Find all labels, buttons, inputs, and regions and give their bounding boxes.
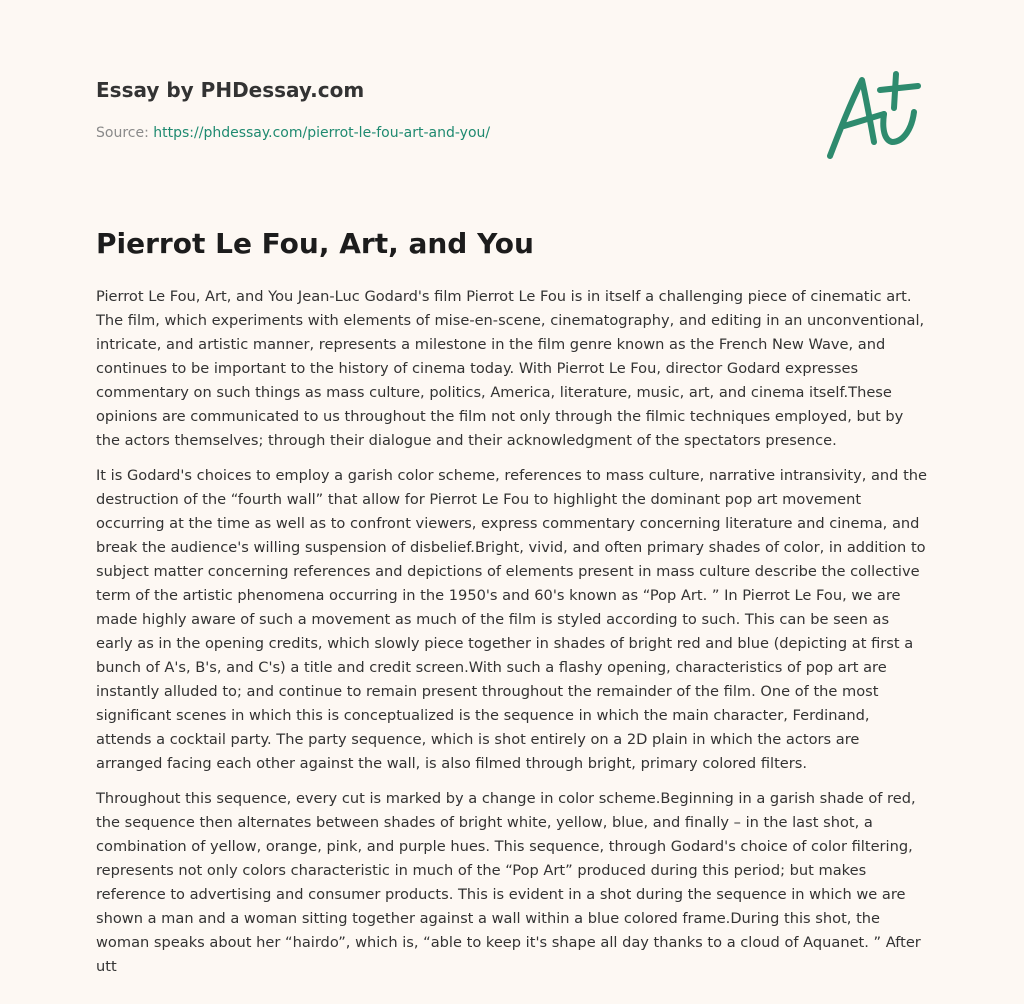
article-body bbox=[96, 285, 928, 990]
source-line bbox=[96, 124, 796, 142]
source-link[interactable]: https://phdessay.com/pierrot-le-fou-art-and-you/ bbox=[153, 125, 491, 141]
site-title: Essay by PHDessay.com bbox=[96, 78, 365, 102]
paragraph: Throughout this sequence, every cut is marked by a change in color scheme.Beginning in a garish shade of red, the sequence then alternates between shades of bright white, yellow, blue, and finally – in the last shot, a combination of yellow, orange, pink, and purple hues. This sequence, through Godard's choice of color filtering, represents not only colors characteristic in much of the “Pop Art” produced during this period; but makes reference to advertising and consumer products. This is evident in a shot during the sequence in which we are shown a man and a woman sitting together against a wall within a blue colored frame.During this shot, the woman speaks about her “hairdo”, which is, “able to keep it's shape all day thanks to a cloud of Aquanet. ” After utt bbox=[96, 790, 921, 975]
paragraph: It is Godard's choices to employ a garish color scheme, references to mass culture, narrative intransivity, and the destruction of the “fourth wall” that allow for Pierrot Le Fou to highlight the dominant pop art movement occurring at the time as well as to confront viewers, express commentary concerning literature and cinema, and break the audience's willing suspension of disbelief.Bright, vivid, and often primary shades of color, in addition to subject matter concerning references and depictions of elements present in mass culture describe the collective term of the artistic phenomena occurring in the 1950's and 60's known as “Pop Art. ” In Pierrot Le Fou, we are made highly aware of such a movement as much of the film is styled according to such. This can be seen as early as in the opening credits, which slowly piece together in shades of bright red and blue (depicting at first a bunch of A's, B's, and C's) a title and credit screen.With such a flashy opening, characteristics of pop art are instantly alluded to; and continue to remain present throughout the remainder of the film. One of the most significant scenes in which this is conceptualized is the sequence in which the main character, Ferdinand, attends a cocktail party. The party sequence, which is shot entirely on a 2D plain in which the actors are arranged facing each other against the wall, is also filmed through bright, primary colored filters. bbox=[96, 467, 928, 772]
paragraph: Pierrot Le Fou, Art, and You Jean-Luc Godard's film Pierrot Le Fou is in itself a challenging piece of cinematic art. The film, which experiments with elements of mise-en-scene, cinematography, and editing in an unconventional, intricate, and artistic manner, represents a milestone in the film genre known as the French New Wave, and continues to be important to the history of cinema today. With Pierrot Le Fou, director Godard expresses commentary on such things as mass culture, politics, America, literature, music, art, and cinema itself.These opinions are communicated to us throughout the film not only through the filmic techniques employed, but by the actors themselves; through their dialogue and their acknowledgment of the spectators presence. bbox=[96, 288, 925, 449]
essay-header bbox=[96, 76, 796, 142]
source-label: Source: bbox=[96, 125, 149, 141]
a-plus-grade-icon bbox=[822, 68, 926, 164]
article-title: Pierrot Le Fou, Art, and You bbox=[96, 227, 534, 260]
